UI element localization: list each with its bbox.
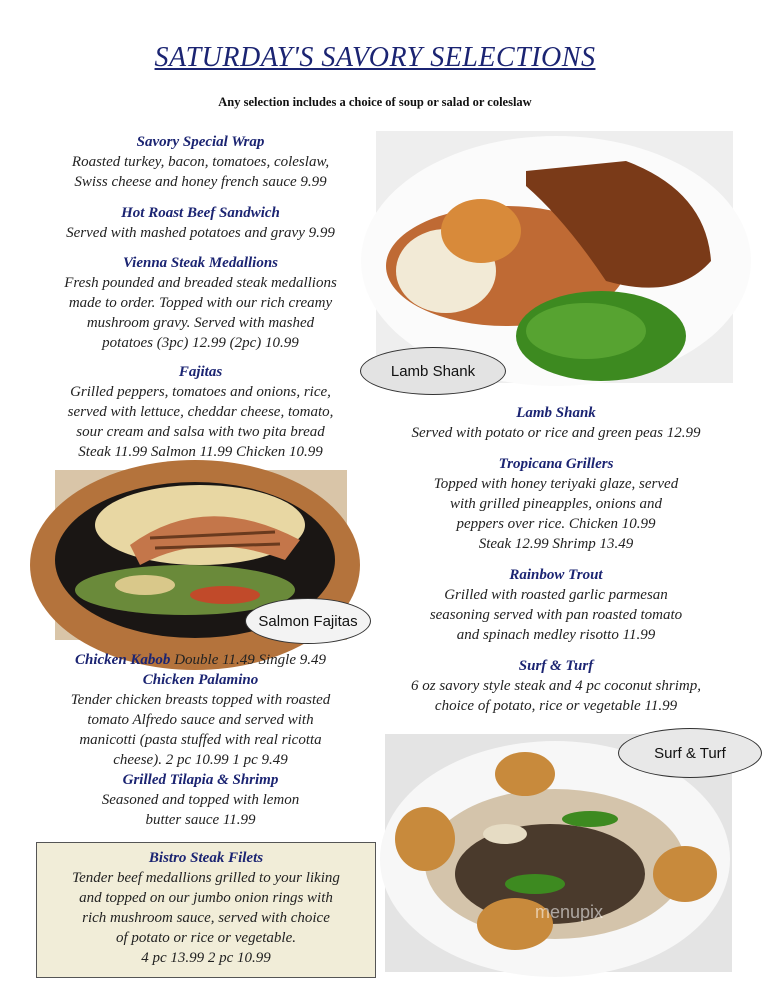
menu-item [380, 403, 732, 443]
item-price: Double 11.49 Single 9.49 [174, 652, 326, 668]
item-description: Served with potato or rice and green peas 12.99 [411, 425, 701, 441]
left-lower-items [28, 650, 373, 830]
surf-turf-label: Surf & Turf [618, 728, 762, 778]
menu-item [28, 203, 373, 243]
item-title: Grilled Tilapia & Shrimp [122, 772, 279, 788]
item-description: Seasoned and topped with lemon butter sauce 11.99 [101, 792, 300, 828]
menu-item [28, 670, 373, 770]
item-description: Grilled with roasted garlic parmesan seasoning served with pan roasted tomato and spinach medley risotto 11.99 [429, 587, 683, 643]
salmon-fajitas-label: Salmon Fajitas [245, 598, 371, 644]
item-title: Vienna Steak Medallions [122, 255, 279, 271]
left-column-items [28, 132, 373, 462]
menu-item [28, 650, 373, 670]
item-description: Tender beef medallions grilled to your liking and topped on our jumbo onion rings with rich mushroom sauce, served with choice of potato or rice or vegetable. 4 pc 13.99 2 pc 10.99 [72, 870, 340, 966]
salmon-fajitas-photo [55, 470, 358, 640]
item-title: Surf & Turf [518, 658, 594, 674]
item-title: Savory Special Wrap [136, 134, 265, 150]
menu-subtitle: Any selection includes a choice of soup or salad or coleslaw [218, 95, 532, 109]
menu-item [380, 565, 732, 645]
item-title: Chicken Palamino [142, 672, 259, 688]
item-description: Served with mashed potatoes and gravy 9.99 [66, 225, 335, 241]
right-column-items [380, 403, 732, 716]
menu-item [380, 656, 732, 716]
item-title: Rainbow Trout [509, 567, 603, 583]
item-title: Hot Roast Beef Sandwich [121, 205, 280, 221]
item-description: Topped with honey teriyaki glaze, served with grilled pineapples, onions and peppers over rice. Chicken 10.99 Steak 12.99 Shrimp 13.49 [433, 476, 679, 552]
menu-item [28, 362, 373, 462]
menu-item [28, 253, 373, 353]
watermark-logo: menupix [535, 902, 604, 922]
lamb-shank-photo [376, 131, 733, 383]
lamb-shank-label: Lamb Shank [360, 347, 506, 395]
item-description: Grilled peppers, tomatoes and onions, rice, served with lettuce, cheddar cheese, tomato, sour cream and salsa with two pita bread Steak 11.99 Salmon 11.99 Chicken 10.99 [67, 384, 334, 460]
item-description: Roasted turkey, bacon, tomatoes, coleslaw, Swiss cheese and honey french sauce 9.99 [71, 154, 330, 190]
item-description: 6 oz savory style steak and 4 pc coconut shrimp, choice of potato, rice or vegetable 11.99 [411, 678, 701, 714]
item-description: Tender chicken breasts topped with roasted tomato Alfredo sauce and served with manicotti (pasta stuffed with real ricotta cheese). 2 pc 10.99 1 pc 9.49 [70, 692, 331, 768]
item-title: Chicken Kabob [75, 652, 171, 668]
menu-title: SATURDAY'S SAVORY SELECTIONS [154, 42, 596, 73]
item-title: Lamb Shank [516, 405, 596, 421]
menu-item [28, 132, 373, 192]
menu-item [28, 770, 373, 830]
item-title: Tropicana Grillers [498, 456, 614, 472]
menu-item [380, 454, 732, 554]
bistro-box [36, 842, 376, 978]
item-description: Fresh pounded and breaded steak medallions made to order. Topped with our rich creamy mushroom gravy. Served with mashed potatoes (3pc) 12.99 (2pc) 10.99 [64, 275, 337, 351]
item-title: Fajitas [178, 364, 223, 380]
item-title: Bistro Steak Filets [148, 850, 264, 866]
